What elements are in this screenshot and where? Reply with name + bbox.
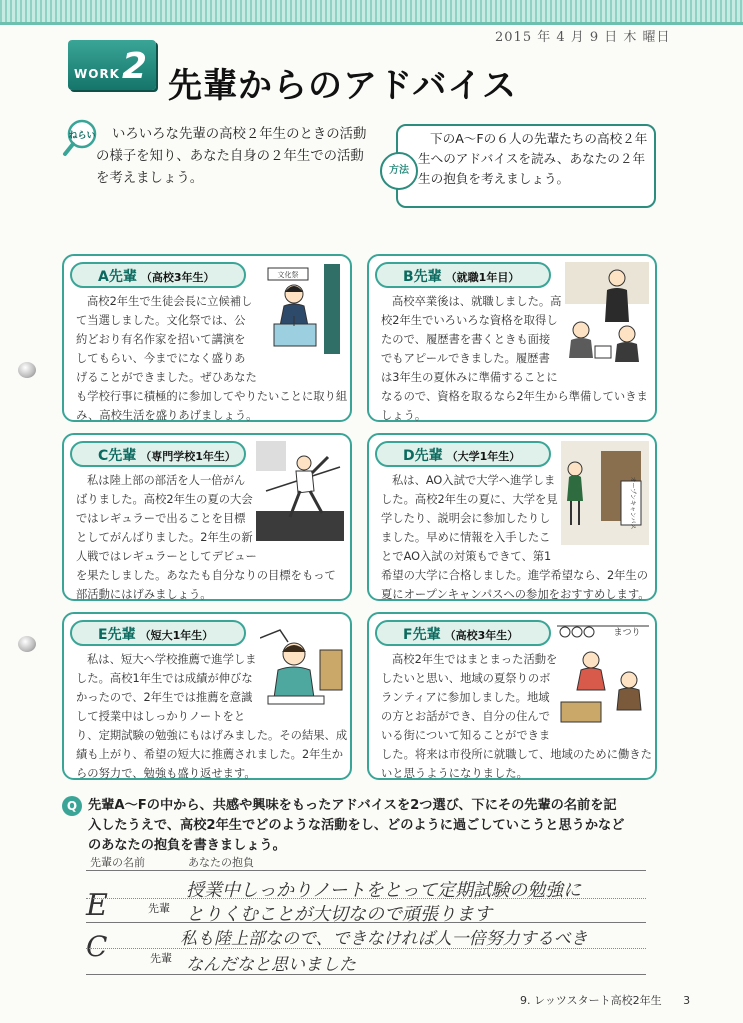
card-body [76,650,348,783]
card-line: み、高校生活を盛りあげましょう。 [76,409,258,422]
card-line: 希望の大学に合格しました。進学希望なら、2年生の [381,569,649,582]
matsuri-sign-text: まつり [613,628,641,638]
card-line: て当選しました。文化祭では、公 [76,314,246,327]
senpai-name: B先輩 [403,269,442,285]
card-body [381,471,650,604]
card-line: した。高校2年生の夏に、大学を見 [381,493,558,506]
card-line: しょう。 [381,409,427,422]
card-line: も学校行事に積極的に参加してやりたいことに取り組 [76,390,348,403]
card-line: 人戦ではレギュラーとしてデビュー [76,550,257,563]
card-line: ではレギュラーで出ることを目標 [76,512,246,525]
method-line: 生の抱負を考えましょう。 [418,171,570,186]
job-interview-illustration [565,262,649,370]
card-line: でもアピールできました。履歴書 [381,352,550,365]
card-title [375,262,551,288]
header-senpai-name: 先輩の名前 [90,856,145,869]
answer-vision-line[interactable]: なんだなと思いました [186,955,356,975]
work-label: WORK [74,67,120,81]
card-f [367,612,657,780]
aim-line: を考えましょう。 [96,171,204,186]
card-c [62,433,352,601]
senpai-status: （大学1年生） [446,450,521,463]
speech-podium-illustration [264,264,342,360]
punch-hole [18,362,36,378]
festival-volunteer-illustration [557,618,649,726]
card-title [70,620,246,646]
card-line: とでAO入試の対策もできて、第1 [381,550,552,563]
answer-vision-line[interactable]: 私も陸上部なので、できなければ人一倍努力するべき [180,929,588,949]
card-body [76,292,348,425]
answer-vision-line[interactable]: とりくむことが大切なので頑張ります [186,904,492,925]
card-line: した。将来は市役所に就職して、地域のために働きた [381,748,652,761]
card-e [62,612,352,780]
senpai-name: A先輩 [98,269,137,285]
card-line: を果たしました。あなたも自分なりの目標をもって [76,569,336,582]
footer-text: 9. レッツスタート高校2年生 [520,994,662,1007]
card-line: げることができました。ぜひあなた [76,371,257,384]
card-line: して授業中はしっかりノートをと [76,710,246,723]
method-line: 下のA～Fの６人の先輩たちの高校２年 [430,131,648,146]
senpai-name: E先輩 [98,627,136,643]
aim-icon-label: ねらい [68,131,96,141]
card-line: 高校卒業後は、就職しました。高 [392,295,562,308]
card-line: 校2年生でいろいろな資格を取得し [381,314,558,327]
card-title [70,262,246,288]
card-d [367,433,657,601]
card-line: 私は陸上部の部活を人一倍がん [87,474,246,487]
card-line: 私は、短大へ学校推薦で進学しま [87,653,257,666]
card-line: なるので、資格を取るなら2年生から準備していきま [381,390,648,403]
aim-line: の様子を知り、あなた自身の２年生での活動 [96,149,364,164]
card-body [381,650,652,783]
question-line: 入したうえで、高校2年生でどのような活動をし、どのように過ごしていこうと思うかなど [88,818,625,833]
page-title: 先輩からのアドバイス [168,66,517,106]
answer-letter[interactable]: C [86,930,108,963]
answer-rule [86,922,646,923]
card-title [375,441,551,467]
senpai-name: D先輩 [403,448,443,464]
card-line: したいと思い、地域の夏祭りのボ [381,672,551,685]
card-line: の方とお話ができ、自分の住んで [381,710,551,723]
footer [520,992,690,1008]
card-line: たので、履歴書を書くときも面接 [381,333,551,346]
card-line: 績も上がり、希望の短大に推薦されました。2年生か [76,748,344,761]
question-text [88,796,682,856]
card-line: いる街について知ることができま [381,729,551,742]
card-line: としてがんばりました。2年生の新 [76,531,253,544]
card-line: いと思うようになりました。 [381,767,528,780]
aim-line: いろいろな先輩の高校２年生のときの活動 [112,127,367,142]
question-icon: Q [62,796,82,816]
card-a [62,254,352,422]
card-line: 高校2年生で生徒会長に立候補し [87,295,253,308]
header-vision: あなたの抱負 [188,856,254,869]
senpai-status: （就職1年目） [445,271,520,284]
answer-senpai-label: 先輩 [150,952,172,965]
answer-senpai-label: 先輩 [148,902,170,915]
card-line: り、定期試験の勉強にもはげみました。その結果、成 [76,729,348,742]
senpai-status: （専門学校1年生） [140,450,236,463]
top-rule [0,22,743,25]
senpai-status: （高校3年生） [444,629,519,642]
method-text [418,129,650,189]
punch-hole [18,636,36,652]
page-number: 3 [683,994,691,1007]
card-line: らの努力で、勉強も盛り返せます。 [76,767,256,780]
card-line: 夏にオープンキャンパスへの参加をおすすめします。 [381,588,650,601]
aim-text [96,124,381,190]
card-line: ました。早めに情報を入手したこ [381,531,551,544]
card-line: は3年生の夏休みに準備することに [381,371,558,384]
card-line: 高校2年生ではまとまった活動を [392,653,558,666]
card-line: 約どおり有名作家を招いて講演を [76,333,246,346]
card-line: してもらい、今までになく盛りあ [76,352,246,365]
question-line: のあなたの抱負を書きましょう。 [88,838,286,853]
method-badge: 方法 [380,152,418,190]
answer-rule [86,974,646,975]
card-b [367,254,657,422]
card-title [70,441,246,467]
card-line: 部活動にはげみましょう。 [76,588,212,601]
card-line: かったので、2年生では推薦を意識 [76,691,253,704]
answer-vision-line[interactable]: 授業中しっかりノートをとって定期試験の勉強に [186,880,582,901]
work-number: 2 [122,46,148,87]
date-line: 2015 年 4 月 9 日 木 曜日 [495,30,671,45]
campus-sign-text: オープンキャンパス [629,476,636,530]
card-line: ランティアに参加しました。地域 [381,691,550,704]
card-body [381,292,648,425]
senpai-name: C先輩 [98,448,137,464]
work-badge [68,40,156,90]
answer-rule [86,898,646,899]
card-line: した。高校1年生では成績が伸びな [76,672,253,685]
runner-illustration [256,441,344,549]
card-line: 学したり、説明会に参加したりし [381,512,551,525]
studying-student-illustration [260,620,344,716]
card-title [375,620,551,646]
senpai-status: （短大1年生） [139,629,214,642]
senpai-status: （高校3年生） [140,271,215,284]
header-rule [86,870,646,871]
answer-rule [86,948,646,949]
top-color-band [0,0,743,22]
open-campus-illustration [561,441,649,551]
card-line: ばりました。高校2年生の夏の大会 [76,493,253,506]
question-line: 先輩A～Fの中から、共感や興味をもったアドバイスを2つ選び、下にその先輩の名前を記 [88,798,617,813]
festival-sign-text: 文化祭 [277,271,299,279]
method-line: 生へのアドバイスを読み、あなたの２年 [418,151,646,166]
answer-letter[interactable]: E [86,888,108,923]
senpai-name: F先輩 [403,627,441,643]
card-body [76,471,336,604]
card-line: 私は、AO入試で大学へ進学しま [392,474,556,487]
